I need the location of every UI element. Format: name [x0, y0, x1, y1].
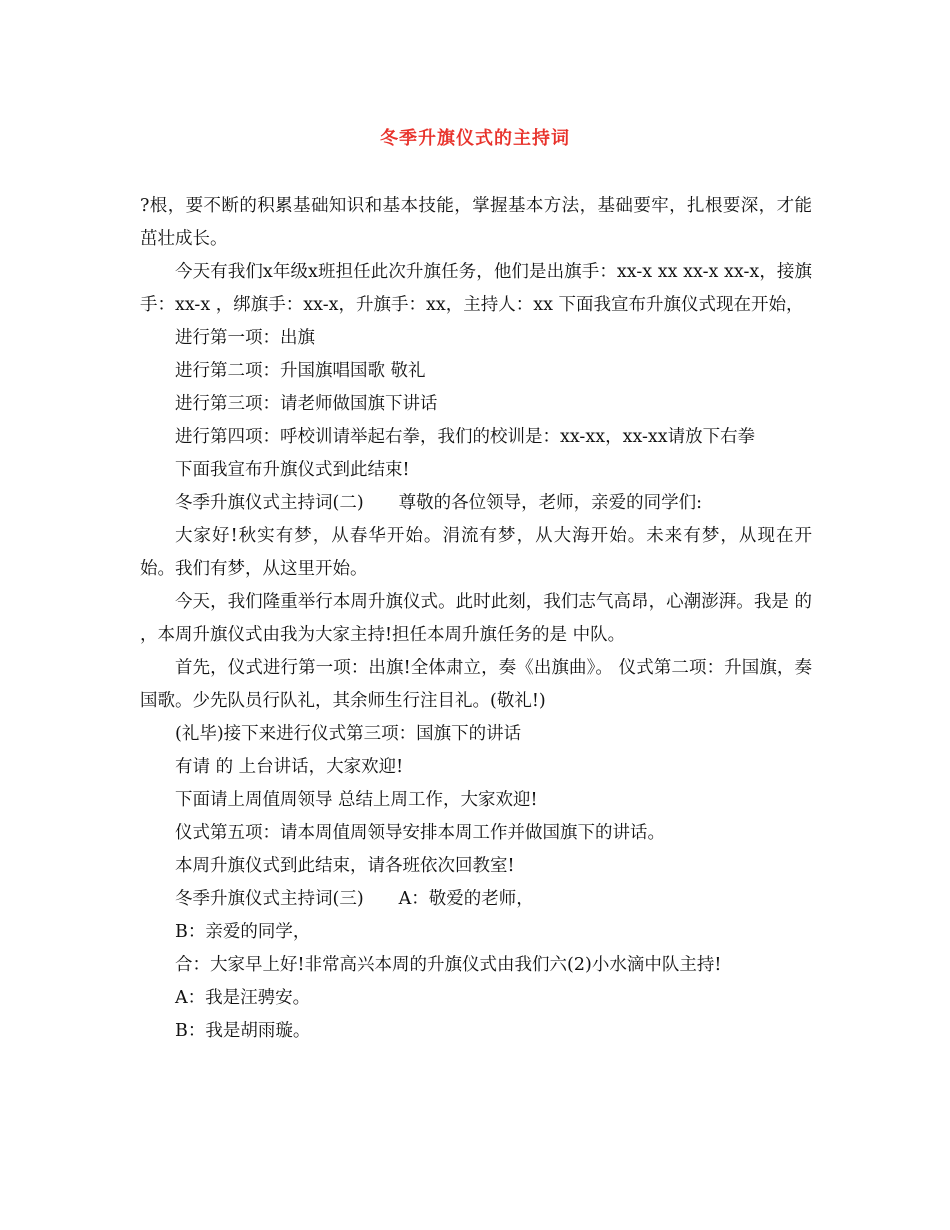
- paragraph: 冬季升旗仪式主持词(二) 尊敬的各位领导，老师，亲爱的同学们:: [175, 493, 703, 513]
- paragraph: ?根，要不断的积累基础知识和基本技能，掌握基本方法，基础要牢，扎根要深，才能茁壮成长。: [140, 196, 812, 249]
- paragraph: 进行第一项：出旗: [175, 328, 315, 348]
- paragraph: 今天有我们x年级x班担任此次升旗任务，他们是出旗手：xx-x xx xx-x xx-x，接旗手：xx-x ，绑旗手：xx-x，升旗手：xx，主持人：xx 下面我宣布升旗仪式现在开始，: [140, 262, 812, 315]
- document-title: 冬季升旗仪式的主持词: [380, 128, 570, 149]
- paragraph: 有请 的 上台讲话，大家欢迎!: [175, 757, 404, 777]
- paragraph: 进行第四项：呼校训请举起右拳，我们的校训是：xx-xx，xx-xx请放下右拳: [175, 427, 756, 447]
- paragraph: 合：大家早上好!非常高兴本周的升旗仪式由我们六(2)小水滴中队主持!: [175, 955, 722, 975]
- document-body: [140, 190, 812, 1048]
- paragraph: B：我是胡雨璇。: [175, 1021, 311, 1041]
- paragraph: 本周升旗仪式到此结束，请各班依次回教室!: [175, 856, 515, 876]
- paragraph: A：我是汪骋安。: [175, 988, 311, 1008]
- paragraph: 大家好!秋实有梦，从春华开始。涓流有梦，从大海开始。未来有梦，从现在开始。我们有梦，从这里开始。: [140, 526, 812, 579]
- paragraph: 下面请上周值周领导 总结上周工作，大家欢迎!: [175, 790, 538, 810]
- paragraph: 仪式第五项：请本周值周领导安排本周工作并做国旗下的讲话。: [175, 823, 665, 843]
- paragraph: 进行第二项：升国旗唱国歌 敬礼: [175, 361, 426, 381]
- paragraph: (礼毕)接下来进行仪式第三项：国旗下的讲话: [175, 724, 522, 744]
- paragraph: 首先，仪式进行第一项：出旗!全体肃立，奏《出旗曲》。 仪式第二项：升国旗，奏国歌。少先队员行队礼，其余师生行注目礼。(敬礼!): [140, 658, 812, 711]
- paragraph: 下面我宣布升旗仪式到此结束!: [175, 460, 410, 480]
- paragraph: 冬季升旗仪式主持词(三) A：敬爱的老师，: [175, 889, 534, 909]
- paragraph: B：亲爱的同学，: [175, 922, 311, 942]
- paragraph: 今天，我们隆重举行本周升旗仪式。此时此刻，我们志气高昂，心潮澎湃。我是 的 ，本周升旗仪式由我为大家主持!担任本周升旗任务的是 中队。: [140, 592, 812, 645]
- paragraph: 进行第三项：请老师做国旗下讲话: [175, 394, 438, 414]
